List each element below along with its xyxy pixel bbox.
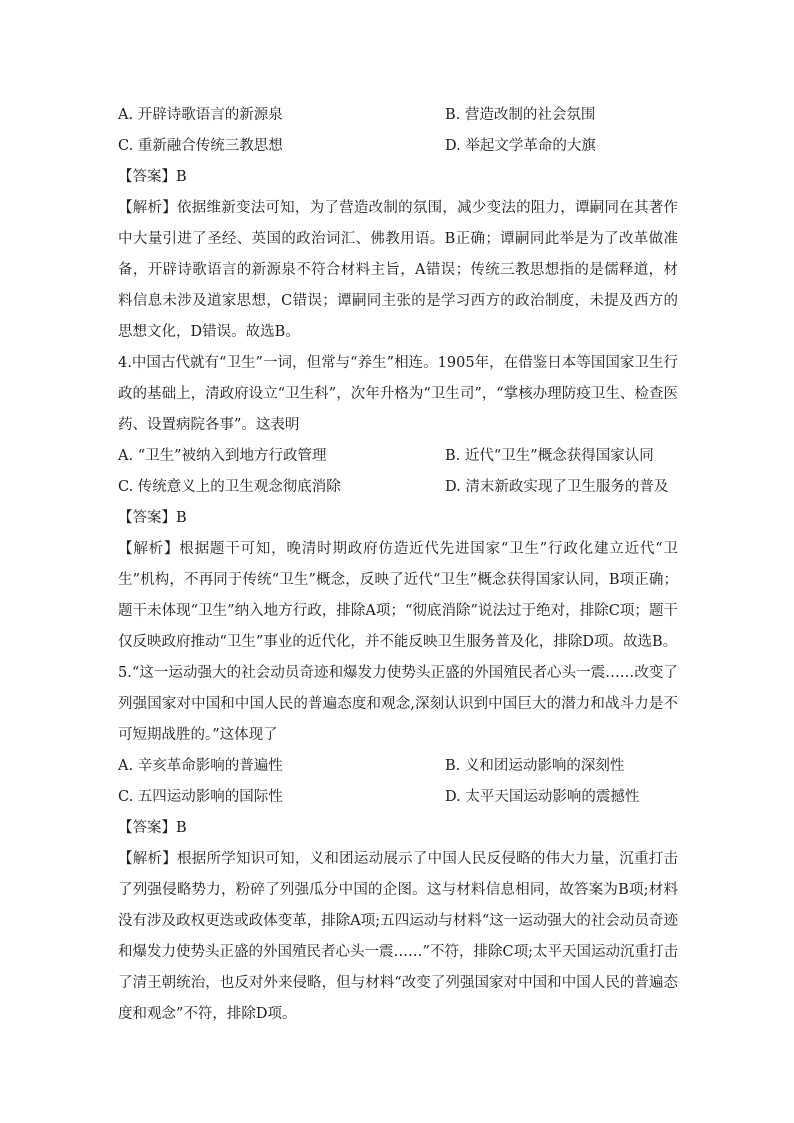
q4-option-a: A. “卫生”被纳入到地方行政管理 [118,448,327,464]
q5-stem: 5.“这一运动强大的社会动员奇迹和爆发力使势头正盛的外国殖民者心头一震……改变了列强国家对中国和中国人民的普遍态度和观念,深刻认识到中国巨大的潜力和战斗力是不可短期战胜的。”这体现了 [118,665,678,743]
q3-option-a: A. 开辟诗歌语言的新源泉 [118,107,283,123]
q5-options-row-1 [118,751,678,782]
page-content [118,100,678,1030]
q3-analysis: 【解析】依据维新变法可知，为了营造改制的氛围，减少变法的阻力，谭嗣同在其著作中大量引进了圣经、英国的政治词汇、佛教用语。B正确；谭嗣同此举是为了改革做准备，开辟诗歌语言的新源泉不符合材料主旨，A错误；传统三教思想指的是儒释道，材料信息未涉及道家思想，C错误；谭嗣同主张的是学习西方的政治制度，未提及西方的思想文化，D错误。故选B。 [118,200,678,340]
q3-option-d: D. 举起文学革命的大旗 [445,138,596,154]
q5-answer: 【答案】B [118,820,187,836]
q3-option-c: C. 重新融合传统三教思想 [118,138,283,154]
q5-option-b: B. 义和团运动影响的深刻性 [445,758,625,774]
q4-stem: 4.中国古代就有“卫生”一词，但常与“养生”相连。1905年，在借鉴日本等国国家卫生行政的基础上，清政府设立“卫生科”，次年升格为“卫生司”，“掌核办理防疫卫生、检查医药、设置病院各事”。这表明 [118,355,678,433]
q5-analysis: 【解析】根据所学知识可知，义和团运动展示了中国人民反侵略的伟大力量，沉重打击了列强侵略势力，粉碎了列强瓜分中国的企图。这与材料信息相同，故答案为B项;材料没有涉及政权更迭或政体变革，排除A项;五四运动与材料“这一运动强大的社会动员奇迹和爆发力使势头正盛的外国殖民者心头一震……”不符，排除C项;太平天国运动沉重打击了清王朝统治，也反对外来侵略，但与材料“改变了列强国家对中国和中国人民的普遍态度和观念”不符，排除D项。 [118,851,678,1022]
q3-options-row-2 [118,131,678,162]
q3-option-b: B. 营造改制的社会氛围 [445,107,596,123]
q4-options-row-2 [118,472,678,503]
q4-option-c: C. 传统意义上的卫生观念彻底消除 [118,479,341,495]
q4-analysis: 【解析】根据题干可知，晚清时期政府仿造近代先进国家“卫生”行政化建立近代“卫生”机构，不再同于传统“卫生”概念，反映了近代“卫生”概念获得国家认同，B项正确；题干未体现“卫生”纳入地方行政，排除A项；“彻底消除”说法过于绝对，排除C项；题干仅反映政府推动“卫生”事业的近代化，并不能反映卫生服务普及化，排除D项。故选B。 [118,541,678,650]
q5-option-d: D. 太平天国运动影响的震撼性 [445,789,640,805]
q4-answer: 【答案】B [118,510,187,526]
q3-options-row-1 [118,100,678,131]
q4-option-b: B. 近代“卫生”概念获得国家认同 [445,448,654,464]
q5-option-c: C. 五四运动影响的国际性 [118,789,283,805]
q4-option-d: D. 清末新政实现了卫生服务的普及 [445,479,669,495]
q4-options-row-1 [118,441,678,472]
q5-options-row-2 [118,782,678,813]
q3-answer: 【答案】B [118,169,187,185]
q5-option-a: A. 辛亥革命影响的普遍性 [118,758,283,774]
